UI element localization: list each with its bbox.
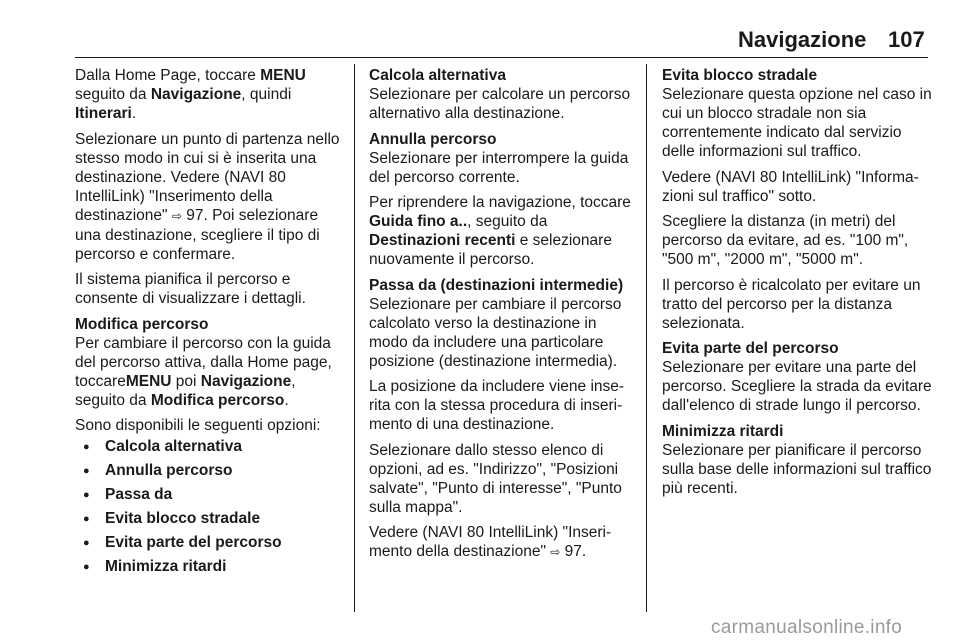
section-heading: Calcola alternativa (369, 67, 506, 84)
section-heading: Passa da (destinazioni intermedie) (369, 276, 624, 294)
options-list (75, 435, 345, 579)
list-item: ● Evita blocco stradale (75, 507, 345, 531)
column-2 (369, 66, 635, 569)
navigazione-term: Navigazione (200, 372, 292, 390)
section-heading: Modifica percorso (75, 315, 209, 333)
column-divider-2 (646, 64, 647, 612)
page-reference-icon: ⇨ (550, 545, 561, 559)
section-evita-parte-percorso: Evita parte del percorso Selezionare per evitare una parte del percorso. Scegliere la strada da evitare dall'elenco di strade lungo il percorso. (662, 340, 932, 414)
list-item: ● Minimizza ritardi (75, 555, 345, 579)
section-annulla-percorso: Annulla percorso Selezionare per interrompere la guida del percorso corrente. (369, 130, 629, 186)
menu-term: MENU (125, 372, 172, 390)
list-item: ● Evita parte del percorso (75, 531, 345, 555)
paragraph-elenco: Selezionare dallo stesso elenco di opzioni, ad es. "Indirizzo", "Posizioni salvate", "Punto di interesse", "Punto sulla mappa". (369, 441, 622, 516)
paragraph-distanza: Scegliere la distanza (in metri) del percorso da evitare, ad es. "100 m", "500 m", "2000 m", "5000 m". (662, 213, 909, 268)
paragraph-ricalcolato: Il percorso è ricalcolato per evitare un tratto del percorso per la distanza selezionata. (662, 276, 921, 332)
options-intro: Sono disponibili le seguenti opzioni: (75, 417, 321, 434)
paragraph-pianifica: Il sistema pianifica il percorso e consente di visualizzare i dettagli. (75, 271, 306, 307)
section-calcola-alternativa: Calcola alternativa Selezionare per calcolare un percorso alternativo alla destinazione. (369, 67, 631, 122)
section-heading: Minimizza ritardi (662, 422, 784, 440)
section-heading: Annulla percorso (369, 130, 497, 148)
destinazioni-recenti-term: Destinazioni recenti (369, 232, 516, 249)
section-evita-blocco-stradale: Evita blocco stradale Selezionare questa opzione nel caso in cui un blocco stradale non sia correntemente indicato dal servizio delle informazioni sul traffico. (662, 67, 932, 160)
navigazione-term: Navigazione (150, 86, 242, 103)
menu-term: MENU (260, 67, 306, 84)
header-divider (75, 57, 928, 58)
paragraph-riprendere: Per riprendere la navigazione, toccare Guida fino a.., seguito da Destinazioni recenti e selezionare nuovamente il percorso. (369, 194, 631, 268)
column-1 (75, 66, 345, 579)
itinerari-term: Itinerari (75, 105, 132, 122)
watermark: carmanualsonline.info (711, 617, 903, 638)
page-number: 107 (888, 27, 925, 52)
paragraph-posizione: La posizione da includere viene inserita con la stessa procedura di inserimento di una destinazione. (369, 378, 625, 433)
section-heading: Evita parte del percorso (662, 340, 839, 357)
column-3 (662, 66, 934, 504)
section-minimizza-ritardi: Minimizza ritardi Selezionare per pianificare il percorso sulla base delle informazioni sul traffico più recenti. (662, 422, 932, 497)
paragraph-vedere-traffico: Vedere (NAVI 80 IntelliLink) "Informazioni sul traffico" sotto. (662, 168, 919, 205)
list-item: ● Annulla percorso (75, 459, 345, 483)
column-divider-1 (354, 64, 355, 612)
paragraph-vedere: Vedere (NAVI 80 IntelliLink) "Inserimento della destinazione" ⇨ 97. (369, 524, 612, 560)
page-title: Navigazione (738, 27, 867, 52)
paragraph-intro: Dalla Home Page, toccare MENU seguito da Navigazione, quindi Itinerari. (75, 67, 306, 122)
list-item: ● Passa da (75, 483, 345, 507)
page-reference-icon: ⇨ (171, 208, 182, 223)
section-modifica-percorso: Modifica percorso Per cambiare il percorso con la guida del percorso attiva, dalla Home page, toccareMENU poi Navigazione, seguito da Modifica percorso. (75, 315, 332, 409)
modifica-percorso-term: Modifica percorso (150, 391, 285, 409)
paragraph-partenza: Selezionare un punto di partenza nello stesso modo in cui si è inserita una destinazione. Vedere (NAVI 80 IntelliLink) "Inserimento della destinazione" ⇨ 97. Poi selezionare una destinazione, scegliere il tipo di percorso e confermare. (75, 130, 340, 263)
list-item: ● Calcola alternativa (75, 435, 345, 459)
section-heading: Evita blocco stradale (662, 67, 818, 84)
guida-fino-term: Guida fino a.. (369, 213, 468, 230)
section-passa-da: Passa da (destinazioni intermedie) Selezionare per cambiare il percorso calcolato verso la destinazione in modo da includere una particolare posizione (destinazione intermedia). (369, 276, 624, 370)
